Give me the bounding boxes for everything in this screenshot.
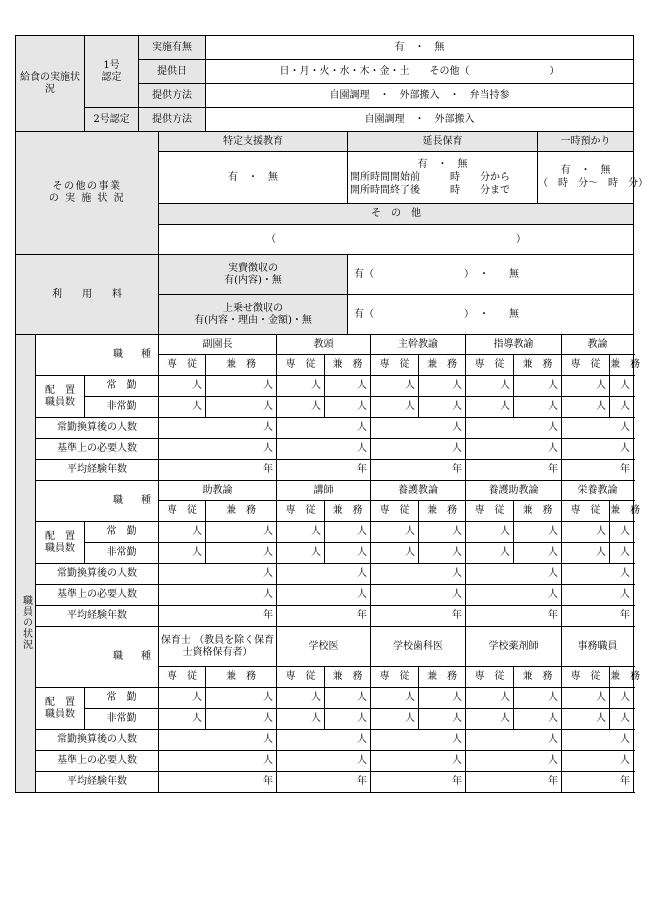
nonregular-sen-0-1: 人 bbox=[277, 397, 325, 418]
regular-label-2: 常 勤 bbox=[85, 688, 159, 709]
job-title-2-1: 学校医 bbox=[277, 627, 371, 667]
converted-value-0-2: 人 bbox=[371, 418, 466, 439]
temp-yesno: 有 ・ 無 bbox=[560, 165, 611, 176]
required-value-1-2: 人 bbox=[371, 585, 466, 606]
required-label-0: 基準上の必要人数 bbox=[36, 439, 159, 460]
nonregular-label-1: 非常勤 bbox=[85, 543, 159, 564]
nonregular-sen-2-0: 人 bbox=[159, 709, 206, 730]
ken-label-0-3: 兼 務 bbox=[514, 355, 562, 376]
extended-before: 開所時間開始前 時 分から bbox=[350, 171, 511, 183]
special-header: 特定支援教育 bbox=[159, 132, 348, 152]
sen-label-2-0: 専 従 bbox=[159, 667, 206, 688]
regular-ken-1-4: 人 bbox=[610, 522, 634, 543]
regular-sen-1-2: 人 bbox=[371, 522, 419, 543]
job-title-0-1: 教頭 bbox=[277, 335, 371, 355]
regular-sen-0-3: 人 bbox=[466, 376, 514, 397]
implement-label: 実施有無 bbox=[139, 36, 206, 60]
nonregular-sen-1-1: 人 bbox=[277, 543, 325, 564]
nonregular-label-2: 非常勤 bbox=[85, 709, 159, 730]
nonregular-sen-1-2: 人 bbox=[371, 543, 419, 564]
actual-fee-value: 有（ ） ・ 無 bbox=[348, 255, 634, 295]
nonregular-sen-2-2: 人 bbox=[371, 709, 419, 730]
converted-value-0-3: 人 bbox=[466, 418, 562, 439]
regular-sen-0-1: 人 bbox=[277, 376, 325, 397]
nonregular-ken-2-3: 人 bbox=[514, 709, 562, 730]
nonregular-ken-1-3: 人 bbox=[514, 543, 562, 564]
experience-value-0-3: 年 bbox=[466, 460, 562, 481]
job-title-0-2: 主幹教諭 bbox=[371, 335, 466, 355]
converted-label-1: 常勤換算後の人数 bbox=[36, 564, 159, 585]
nonregular-sen-2-4: 人 bbox=[562, 709, 610, 730]
extra-fee-text: 上乗せ徴収の 有(内容・理由・金額)・無 bbox=[194, 302, 312, 326]
ken-label-1-3: 兼 務 bbox=[514, 501, 562, 522]
regular-ken-0-1: 人 bbox=[325, 376, 371, 397]
nonregular-sen-0-3: 人 bbox=[466, 397, 514, 418]
nonregular-sen-2-3: 人 bbox=[466, 709, 514, 730]
regular-sen-1-0: 人 bbox=[159, 522, 206, 543]
nonregular-ken-0-1: 人 bbox=[325, 397, 371, 418]
nonregular-sen-0-0: 人 bbox=[159, 397, 206, 418]
nonregular-ken-1-4: 人 bbox=[610, 543, 634, 564]
other-section-text: その他の事業 の 実 施 状 況 bbox=[48, 181, 126, 204]
job-header-1: 職 種 bbox=[36, 481, 159, 522]
nonregular-ken-0-3: 人 bbox=[514, 397, 562, 418]
experience-value-2-3: 年 bbox=[466, 772, 562, 793]
required-value-0-1: 人 bbox=[277, 439, 371, 460]
nonregular-ken-0-2: 人 bbox=[419, 397, 466, 418]
job-title-0-0: 副園長 bbox=[159, 335, 277, 355]
regular-ken-0-4: 人 bbox=[610, 376, 634, 397]
actual-fee-label bbox=[159, 255, 348, 295]
required-value-1-3: 人 bbox=[466, 585, 562, 606]
nonregular-sen-0-2: 人 bbox=[371, 397, 419, 418]
nonregular-ken-1-2: 人 bbox=[419, 543, 466, 564]
experience-value-1-1: 年 bbox=[277, 606, 371, 627]
nonregular-ken-0-4: 人 bbox=[610, 397, 634, 418]
ken-label-1-4: 兼 務 bbox=[610, 501, 634, 522]
converted-value-1-2: 人 bbox=[371, 564, 466, 585]
nonregular-ken-1-0: 人 bbox=[206, 543, 277, 564]
nonregular-sen-1-3: 人 bbox=[466, 543, 514, 564]
temp-value bbox=[538, 152, 648, 204]
fees-section-label: 利 用 料 bbox=[16, 255, 159, 335]
job-title-2-4: 事務職員 bbox=[562, 627, 634, 667]
regular-sen-1-1: 人 bbox=[277, 522, 325, 543]
placement-text-0: 配 置 職員数 bbox=[45, 384, 75, 408]
job-title-1-4: 栄養教論 bbox=[562, 481, 634, 501]
required-value-1-1: 人 bbox=[277, 585, 371, 606]
required-value-2-0: 人 bbox=[159, 751, 277, 772]
regular-ken-1-1: 人 bbox=[325, 522, 371, 543]
nonregular-ken-2-0: 人 bbox=[206, 709, 277, 730]
other-section-label bbox=[16, 132, 159, 255]
regular-ken-0-2: 人 bbox=[419, 376, 466, 397]
sen-label-1-0: 専 従 bbox=[159, 501, 206, 522]
converted-value-0-0: 人 bbox=[159, 418, 277, 439]
required-value-1-0: 人 bbox=[159, 585, 277, 606]
staff-section-label bbox=[16, 335, 36, 793]
sen-label-0-4: 専 従 bbox=[562, 355, 610, 376]
sen-label-1-4: 専 従 bbox=[562, 501, 610, 522]
ken-label-1-1: 兼 務 bbox=[325, 501, 371, 522]
temp-time: （ 時 分～ 時 分） bbox=[538, 178, 648, 189]
required-value-0-4: 人 bbox=[562, 439, 634, 460]
ken-label-2-4: 兼 務 bbox=[610, 667, 634, 688]
experience-label-1: 平均経験年数 bbox=[36, 606, 159, 627]
ken-label-0-2: 兼 務 bbox=[419, 355, 466, 376]
experience-value-2-2: 年 bbox=[371, 772, 466, 793]
experience-value-1-2: 年 bbox=[371, 606, 466, 627]
ken-label-0-1: 兼 務 bbox=[325, 355, 371, 376]
job-title-1-0: 助教論 bbox=[159, 481, 277, 501]
ken-label-1-0: 兼 務 bbox=[206, 501, 277, 522]
experience-value-0-1: 年 bbox=[277, 460, 371, 481]
ken-label-2-3: 兼 務 bbox=[514, 667, 562, 688]
nonregular-label-0: 非常勤 bbox=[85, 397, 159, 418]
sen-label-1-3: 専 従 bbox=[466, 501, 514, 522]
job-title-0-4: 教論 bbox=[562, 335, 634, 355]
job-title-1-3: 養護助教論 bbox=[466, 481, 562, 501]
regular-label-0: 常 勤 bbox=[85, 376, 159, 397]
required-value-1-4: 人 bbox=[562, 585, 634, 606]
required-value-2-4: 人 bbox=[562, 751, 634, 772]
job-title-1-2: 養護教論 bbox=[371, 481, 466, 501]
experience-value-2-0: 年 bbox=[159, 772, 277, 793]
staff-section-text: 職員の状況 bbox=[20, 595, 32, 650]
placement-label-1 bbox=[36, 522, 85, 564]
regular-ken-1-0: 人 bbox=[206, 522, 277, 543]
sen-label-2-4: 専 従 bbox=[562, 667, 610, 688]
method2-label: 提供方法 bbox=[139, 108, 206, 132]
experience-value-1-3: 年 bbox=[466, 606, 562, 627]
experience-value-2-4: 年 bbox=[562, 772, 634, 793]
regular-ken-0-3: 人 bbox=[514, 376, 562, 397]
extended-after: 開所時間終了後 時 分まで bbox=[350, 184, 511, 196]
regular-sen-2-3: 人 bbox=[466, 688, 514, 709]
regular-sen-2-0: 人 bbox=[159, 688, 206, 709]
nonregular-sen-2-1: 人 bbox=[277, 709, 325, 730]
sen-label-0-1: 専 従 bbox=[277, 355, 325, 376]
sen-label-0-3: 専 従 bbox=[466, 355, 514, 376]
regular-ken-2-3: 人 bbox=[514, 688, 562, 709]
extended-header: 延長保育 bbox=[348, 132, 538, 152]
converted-value-2-2: 人 bbox=[371, 730, 466, 751]
regular-sen-1-4: 人 bbox=[562, 522, 610, 543]
ken-label-2-0: 兼 務 bbox=[206, 667, 277, 688]
converted-value-2-1: 人 bbox=[277, 730, 371, 751]
method1-label: 提供方法 bbox=[139, 84, 206, 108]
experience-value-0-2: 年 bbox=[371, 460, 466, 481]
regular-sen-2-4: 人 bbox=[562, 688, 610, 709]
placement-text-1: 配 置 職員数 bbox=[45, 530, 75, 554]
placement-label-0 bbox=[36, 376, 85, 418]
method1-value: 自園調理 ・ 外部搬入 ・ 弁当持参 bbox=[206, 84, 634, 108]
ken-label-2-2: 兼 務 bbox=[419, 667, 466, 688]
regular-sen-0-4: 人 bbox=[562, 376, 610, 397]
regular-ken-2-0: 人 bbox=[206, 688, 277, 709]
regular-ken-1-2: 人 bbox=[419, 522, 466, 543]
job-header-0: 職 種 bbox=[36, 335, 159, 376]
implement-value: 有 ・ 無 bbox=[206, 36, 634, 60]
nonregular-ken-1-1: 人 bbox=[325, 543, 371, 564]
regular-sen-0-0: 人 bbox=[159, 376, 206, 397]
nonregular-sen-1-0: 人 bbox=[159, 543, 206, 564]
other-header: そ の 他 bbox=[159, 204, 634, 225]
converted-value-2-4: 人 bbox=[562, 730, 634, 751]
cert2-label: 2号認定 bbox=[85, 108, 139, 132]
job-title-2-3: 学校薬剤師 bbox=[466, 627, 562, 667]
job-title-2-0: 保育士 （教員を除く保育 士資格保有者） bbox=[159, 627, 277, 667]
other-value: （ ） bbox=[159, 225, 634, 255]
nonregular-ken-2-4: 人 bbox=[610, 709, 634, 730]
regular-ken-2-1: 人 bbox=[325, 688, 371, 709]
converted-value-2-3: 人 bbox=[466, 730, 562, 751]
cert1-label bbox=[85, 36, 139, 108]
extended-yesno: 有 ・ 無 bbox=[417, 158, 468, 170]
sen-label-2-2: 専 従 bbox=[371, 667, 419, 688]
special-value: 有 ・ 無 bbox=[159, 152, 348, 204]
regular-ken-2-4: 人 bbox=[610, 688, 634, 709]
regular-ken-0-0: 人 bbox=[206, 376, 277, 397]
job-title-2-2: 学校歯科医 bbox=[371, 627, 466, 667]
converted-value-0-4: 人 bbox=[562, 418, 634, 439]
required-label-1: 基準上の必要人数 bbox=[36, 585, 159, 606]
converted-label-2: 常勤換算後の人数 bbox=[36, 730, 159, 751]
cert1-text: 1号 認定 bbox=[101, 59, 122, 83]
required-value-0-2: 人 bbox=[371, 439, 466, 460]
facility-status-form bbox=[15, 35, 648, 793]
days-label: 提供日 bbox=[139, 60, 206, 84]
required-value-0-3: 人 bbox=[466, 439, 562, 460]
ken-label-1-2: 兼 務 bbox=[419, 501, 466, 522]
regular-sen-0-2: 人 bbox=[371, 376, 419, 397]
experience-value-0-0: 年 bbox=[159, 460, 277, 481]
regular-ken-2-2: 人 bbox=[419, 688, 466, 709]
regular-sen-1-3: 人 bbox=[466, 522, 514, 543]
converted-value-1-1: 人 bbox=[277, 564, 371, 585]
nonregular-sen-0-4: 人 bbox=[562, 397, 610, 418]
regular-ken-1-3: 人 bbox=[514, 522, 562, 543]
experience-value-1-0: 年 bbox=[159, 606, 277, 627]
sen-label-0-0: 専 従 bbox=[159, 355, 206, 376]
job-title-1-1: 講師 bbox=[277, 481, 371, 501]
sen-label-0-2: 専 従 bbox=[371, 355, 419, 376]
sen-label-2-3: 専 従 bbox=[466, 667, 514, 688]
ken-label-0-0: 兼 務 bbox=[206, 355, 277, 376]
converted-value-0-1: 人 bbox=[277, 418, 371, 439]
converted-value-1-0: 人 bbox=[159, 564, 277, 585]
method2-value: 自園調理 ・ 外部搬入 bbox=[206, 108, 634, 132]
required-value-2-3: 人 bbox=[466, 751, 562, 772]
job-title-0-3: 指導教諭 bbox=[466, 335, 562, 355]
experience-value-2-1: 年 bbox=[277, 772, 371, 793]
regular-sen-2-1: 人 bbox=[277, 688, 325, 709]
days-value: 日・月・火・水・木・金・土 その他（ ） bbox=[206, 60, 634, 84]
sen-label-1-1: 専 従 bbox=[277, 501, 325, 522]
nonregular-sen-1-4: 人 bbox=[562, 543, 610, 564]
experience-value-0-4: 年 bbox=[562, 460, 634, 481]
meals-section-label: 給食の実施状況 bbox=[16, 36, 85, 132]
converted-value-1-4: 人 bbox=[562, 564, 634, 585]
experience-label-2: 平均経験年数 bbox=[36, 772, 159, 793]
temp-header: 一時預かり bbox=[538, 132, 634, 152]
nonregular-ken-0-0: 人 bbox=[206, 397, 277, 418]
ken-label-2-1: 兼 務 bbox=[325, 667, 371, 688]
placement-label-2 bbox=[36, 688, 85, 730]
experience-label-0: 平均経験年数 bbox=[36, 460, 159, 481]
sen-label-2-1: 専 従 bbox=[277, 667, 325, 688]
required-value-2-1: 人 bbox=[277, 751, 371, 772]
ken-label-0-4: 兼 務 bbox=[610, 355, 634, 376]
required-value-0-0: 人 bbox=[159, 439, 277, 460]
sen-label-1-2: 専 従 bbox=[371, 501, 419, 522]
required-value-2-2: 人 bbox=[371, 751, 466, 772]
required-label-2: 基準上の必要人数 bbox=[36, 751, 159, 772]
nonregular-ken-2-2: 人 bbox=[419, 709, 466, 730]
placement-text-2: 配 置 職員数 bbox=[45, 696, 75, 720]
extra-fee-label bbox=[159, 295, 348, 335]
converted-value-1-3: 人 bbox=[466, 564, 562, 585]
converted-label-0: 常勤換算後の人数 bbox=[36, 418, 159, 439]
converted-value-2-0: 人 bbox=[159, 730, 277, 751]
job-header-2: 職 種 bbox=[36, 627, 159, 688]
extra-fee-value: 有（ ） ・ 無 bbox=[348, 295, 634, 335]
extended-value bbox=[348, 152, 538, 204]
experience-value-1-4: 年 bbox=[562, 606, 634, 627]
regular-label-1: 常 勤 bbox=[85, 522, 159, 543]
regular-sen-2-2: 人 bbox=[371, 688, 419, 709]
actual-fee-text: 実費徴収の 有(内容)・無 bbox=[224, 262, 282, 286]
nonregular-ken-2-1: 人 bbox=[325, 709, 371, 730]
